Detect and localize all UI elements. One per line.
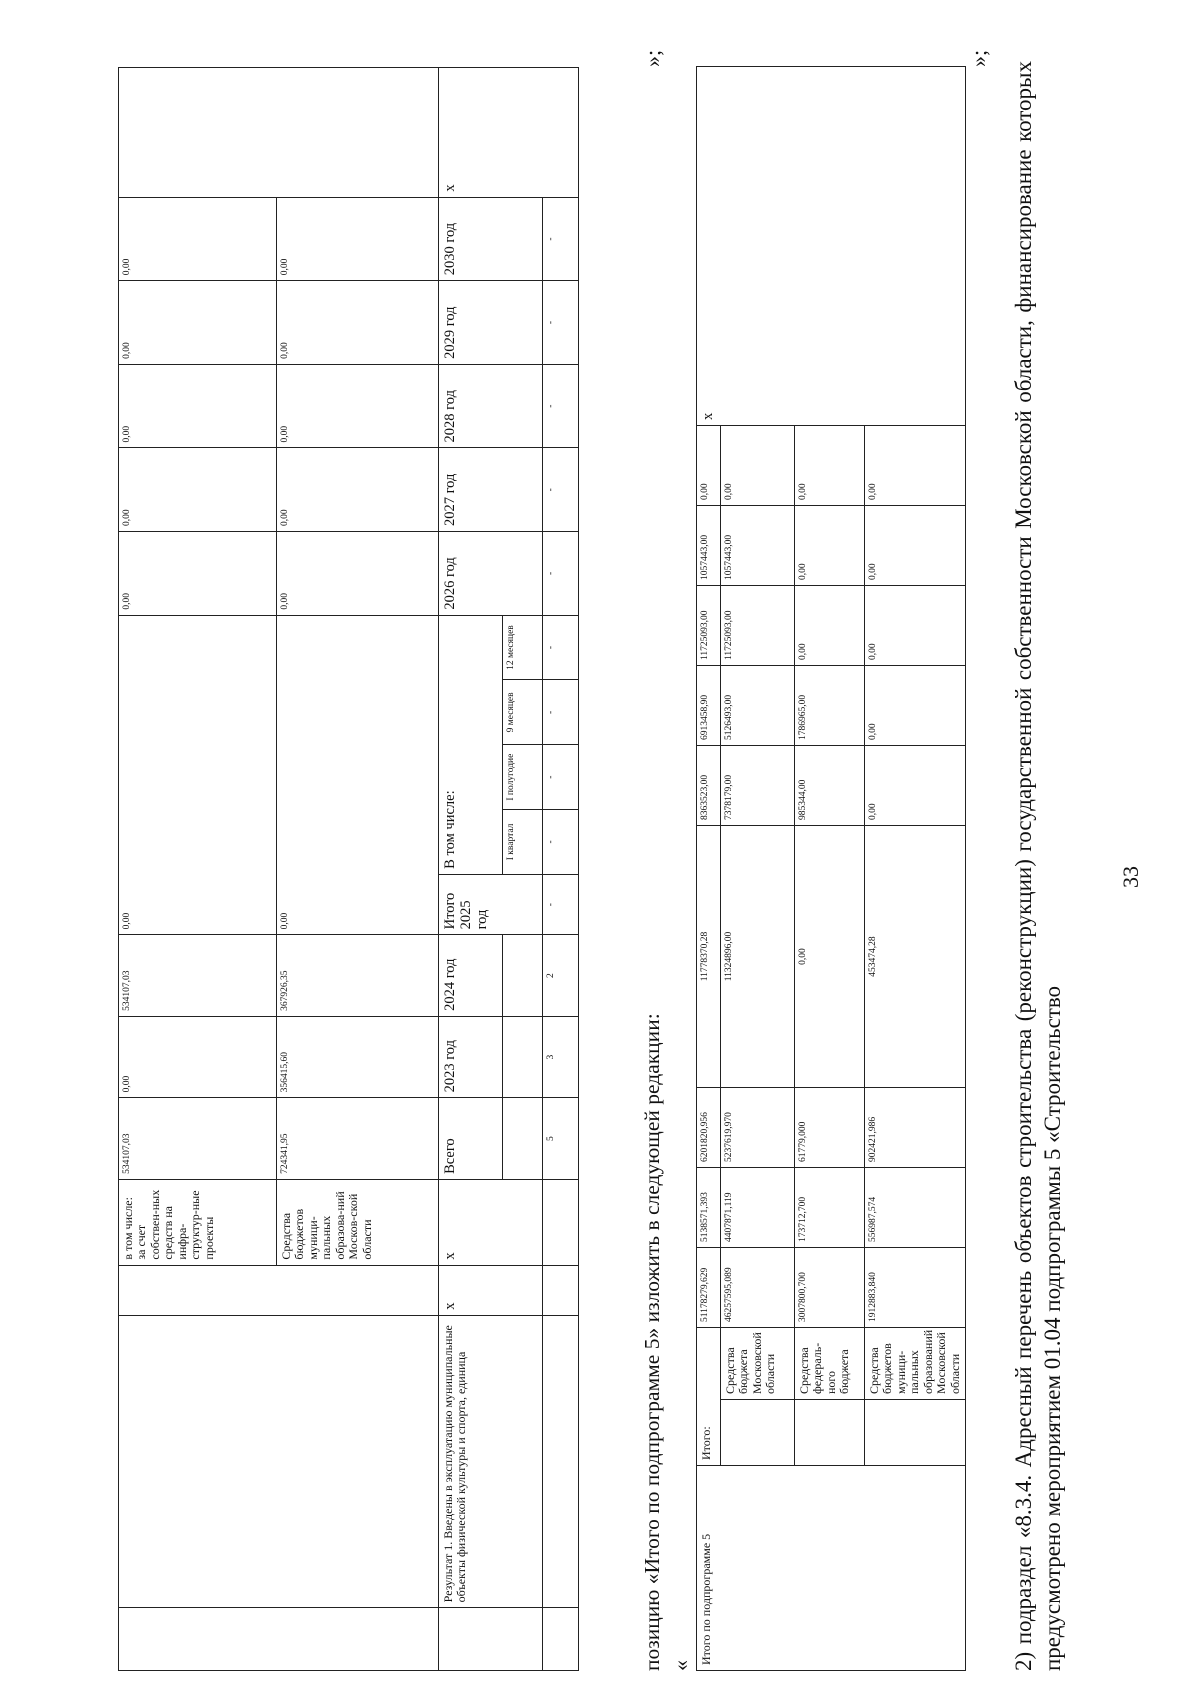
table-cell: 0,00	[119, 448, 277, 532]
table-cell: 6913458,90	[697, 666, 721, 746]
table-cell: 0,00	[721, 426, 795, 506]
closing-quote-1: »;	[640, 49, 665, 67]
table-cell: 0,00	[277, 364, 439, 448]
table-cell: 985344,00	[795, 746, 865, 826]
row-label: Средства бюджетов муници-пальных образова-ний Москов-ской области	[277, 1179, 439, 1265]
table-cell: Средства бюджетов муници-пальных образований Московской области	[865, 1328, 966, 1400]
table-cell: 0,00	[865, 426, 966, 506]
table-cell: 3007800,700	[795, 1248, 865, 1328]
table-cell: 11778370,28	[697, 826, 721, 1088]
table-cell: 3	[543, 1016, 579, 1098]
table-cell: 1786965,00	[795, 666, 865, 746]
table-cell: 2	[543, 935, 579, 1017]
table-cell: х	[697, 67, 966, 426]
table-cell: 0,00	[277, 532, 439, 616]
table-cell: -	[543, 680, 579, 745]
table-cell: 0,00	[277, 281, 439, 365]
table-cell: I полугодие	[503, 745, 543, 810]
closing-quote-2: »;	[966, 49, 991, 67]
empty-cell	[439, 1608, 543, 1671]
table-cell: 0,00	[277, 197, 439, 281]
table-cell: 0,00	[119, 1016, 277, 1098]
table-row	[119, 68, 277, 1671]
table-cell: 2027 год	[439, 448, 543, 532]
empty-cell	[119, 1315, 439, 1608]
table-cell: 11324896,00	[721, 826, 795, 1088]
empty-cell	[119, 1265, 439, 1315]
table-cell: 51178279,629	[697, 1248, 721, 1328]
table-cell: Итого 2025 год	[439, 874, 543, 935]
table-cell: 1057443,00	[697, 506, 721, 586]
table-cell: 6201820,956	[697, 1088, 721, 1168]
page-number: 33	[1118, 866, 1143, 888]
table-row	[697, 67, 721, 1671]
empty-cell	[865, 1400, 966, 1466]
empty-cell	[503, 1016, 543, 1098]
table-cell: 2024 год	[439, 935, 503, 1017]
table-cell: 5126493,00	[721, 666, 795, 746]
empty-cell	[119, 68, 439, 198]
table-cell: -	[543, 364, 579, 448]
table-cell: 0,00	[865, 506, 966, 586]
table-cell: х	[439, 68, 579, 198]
empty-cell	[503, 935, 543, 1017]
table-cell: 0,00	[119, 281, 277, 365]
table-cell: 0,00	[119, 532, 277, 616]
table-cell: 0,00	[697, 426, 721, 506]
table-cell: 5	[543, 1098, 579, 1180]
empty-cell	[543, 1179, 579, 1265]
table-cell: 0,00	[119, 364, 277, 448]
table-cell: -	[543, 197, 579, 281]
table-cell: 2023 год	[439, 1016, 503, 1098]
lower-table	[696, 66, 966, 1671]
table-cell: -	[543, 745, 579, 810]
result-label: Результат 1. Введены в эксплуатацию муниципальные объекты физической культуры и спорта, единица	[439, 1315, 543, 1608]
table-cell: 534107,03	[119, 1098, 277, 1180]
table-cell: 453474,28	[865, 826, 966, 1088]
table-cell: 1912883,840	[865, 1248, 966, 1328]
table-cell: 2030 год	[439, 197, 543, 281]
table-cell: 356415,60	[277, 1016, 439, 1098]
empty-cell	[503, 1098, 543, 1180]
table-cell: 12 месяцев	[503, 615, 543, 680]
table-cell: 0,00	[119, 197, 277, 281]
table-cell: 7378179,00	[721, 746, 795, 826]
table-cell: 534107,03	[119, 935, 277, 1017]
table-cell: 2029 год	[439, 281, 543, 365]
table-cell: 1057443,00	[721, 506, 795, 586]
table-cell: 724341,95	[277, 1098, 439, 1180]
empty-cell	[119, 1608, 439, 1671]
empty-cell	[543, 1608, 579, 1671]
table-cell: 5237619,970	[721, 1088, 795, 1168]
table-cell: 0,00	[795, 826, 865, 1088]
upper-table	[118, 67, 579, 1671]
empty-cell	[543, 1265, 579, 1315]
subtotal-title: Итого по подпрограмме 5	[697, 1466, 966, 1671]
empty-cell	[543, 1315, 579, 1608]
table-row	[543, 68, 579, 1671]
table-cell: 46257595,089	[721, 1248, 795, 1328]
table-cell: -	[543, 448, 579, 532]
table-cell: -	[543, 281, 579, 365]
table-cell: Средства бюджета Московской области	[721, 1328, 795, 1400]
table-cell: 11725093,00	[721, 586, 795, 666]
table-cell: 4407871,119	[721, 1168, 795, 1248]
table-cell: 173712,700	[795, 1168, 865, 1248]
table-cell: 5138571,393	[697, 1168, 721, 1248]
empty-cell	[795, 1400, 865, 1466]
table-cell: 0,00	[277, 448, 439, 532]
table-cell: -	[543, 874, 579, 935]
table-cell: 367926,35	[277, 935, 439, 1017]
table-cell: 556987,574	[865, 1168, 966, 1248]
table-cell: 0,00	[119, 615, 277, 935]
table-cell: х	[439, 1179, 543, 1265]
table-cell: Итого:	[697, 1328, 721, 1466]
empty-cell	[721, 1400, 795, 1466]
intro-line: позицию «Итого по подпрограмме 5» изложить в следующей редакции:	[640, 1013, 664, 1671]
table-cell: 2026 год	[439, 532, 543, 616]
table-cell: х	[439, 1265, 543, 1315]
table-cell: 0,00	[865, 586, 966, 666]
table-cell: 2028 год	[439, 364, 543, 448]
table-cell: 0,00	[795, 426, 865, 506]
table-cell: В том числе:	[439, 615, 503, 874]
table-cell: 61779,000	[795, 1088, 865, 1168]
table-cell: I квартал	[503, 810, 543, 875]
table-cell: 11725093,00	[697, 586, 721, 666]
table-cell: 902421,986	[865, 1088, 966, 1168]
table-cell: -	[543, 532, 579, 616]
table-cell: 0,00	[795, 506, 865, 586]
table-cell: 0,00	[865, 746, 966, 826]
table-cell: 8363523,00	[697, 746, 721, 826]
table-row	[439, 68, 503, 1671]
paragraph: 2) подраздел «8.3.4. Адресный перечень объектов строительства (реконструкции) государственной собственности Московской области, финансирование которых предусмотрено мероприятием 01.04 подпрограммы 5 «Строительство	[1011, 61, 1065, 1671]
table-cell: -	[543, 810, 579, 875]
table-cell: Всего	[439, 1098, 503, 1180]
table-cell: 0,00	[865, 666, 966, 746]
table-cell: 0,00	[277, 615, 439, 935]
table-cell: 9 месяцев	[503, 680, 543, 745]
opening-quote: «	[668, 1660, 693, 1671]
table-cell: -	[543, 615, 579, 680]
table-cell: 0,00	[795, 586, 865, 666]
row-label: в том числе: за счет собствен-ных средств на инфра-структур-ные проекты	[119, 1179, 277, 1265]
table-cell: Средства федераль-ного бюджета	[795, 1328, 865, 1400]
